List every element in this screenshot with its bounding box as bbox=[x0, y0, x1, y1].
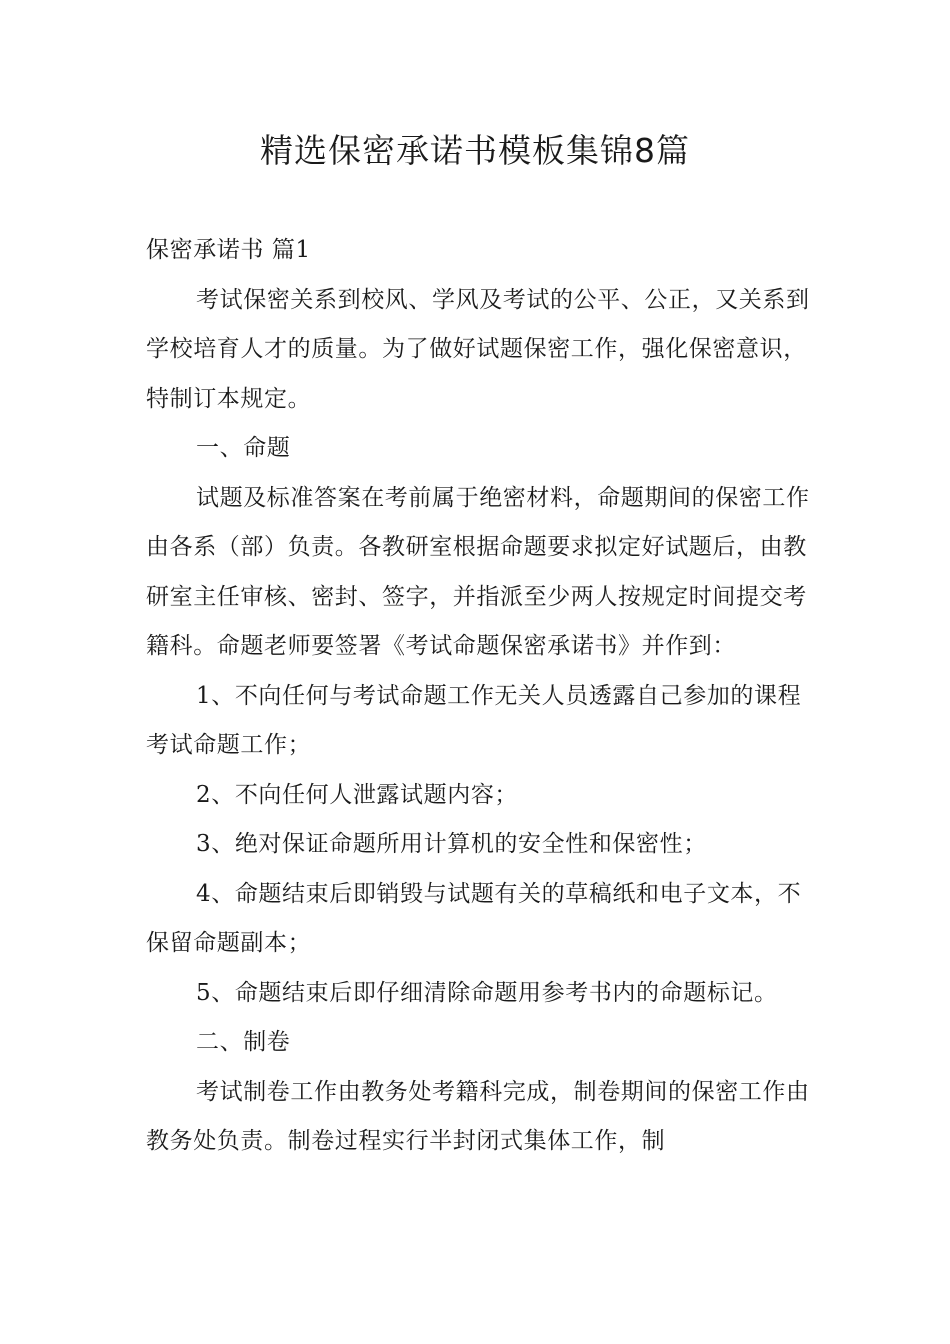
list-item-4: 4、命题结束后即销毁与试题有关的草稿纸和电子文本，不保留命题副本； bbox=[146, 880, 802, 956]
paragraph-intro: 考试保密关系到校风、学风及考试的公平、公正，又关系到学校培育人才的质量。为了做好试题保密工作，强化保密意识，特制订本规定。 bbox=[146, 286, 810, 412]
document-body bbox=[146, 226, 818, 1167]
list-item-3: 3、绝对保证命题所用计算机的安全性和保密性； bbox=[196, 831, 707, 857]
heading-paper-making: 二、制卷 bbox=[196, 1029, 291, 1055]
paragraph-proposition: 试题及标准答案在考前属于绝密材料，命题期间的保密工作由各系（部）负责。各教研室根据命题要求拟定好试题后，由教研室主任审核、密封、签字，并指派至少两人按规定时间提交考籍科。命题老师要签署《考试命题保密承诺书》并作到： bbox=[146, 484, 810, 659]
section-label: 保密承诺书 篇1 bbox=[146, 237, 311, 263]
paragraph-paper-making: 考试制卷工作由教务处考籍科完成，制卷期间的保密工作由教务处负责。制卷过程实行半封闭式集体工作，制 bbox=[146, 1078, 810, 1154]
document-title: 精选保密承诺书模板集锦8篇 bbox=[260, 131, 690, 170]
list-item-2: 2、不向任何人泄露试题内容； bbox=[196, 781, 519, 808]
heading-proposition: 一、命题 bbox=[196, 435, 291, 461]
list-item-5: 5、命题结束后即仔细清除命题用参考书内的命题标记。 bbox=[196, 979, 778, 1006]
list-item-1: 1、不向任何与考试命题工作无关人员透露自己参加的课程考试命题工作； bbox=[146, 682, 802, 758]
